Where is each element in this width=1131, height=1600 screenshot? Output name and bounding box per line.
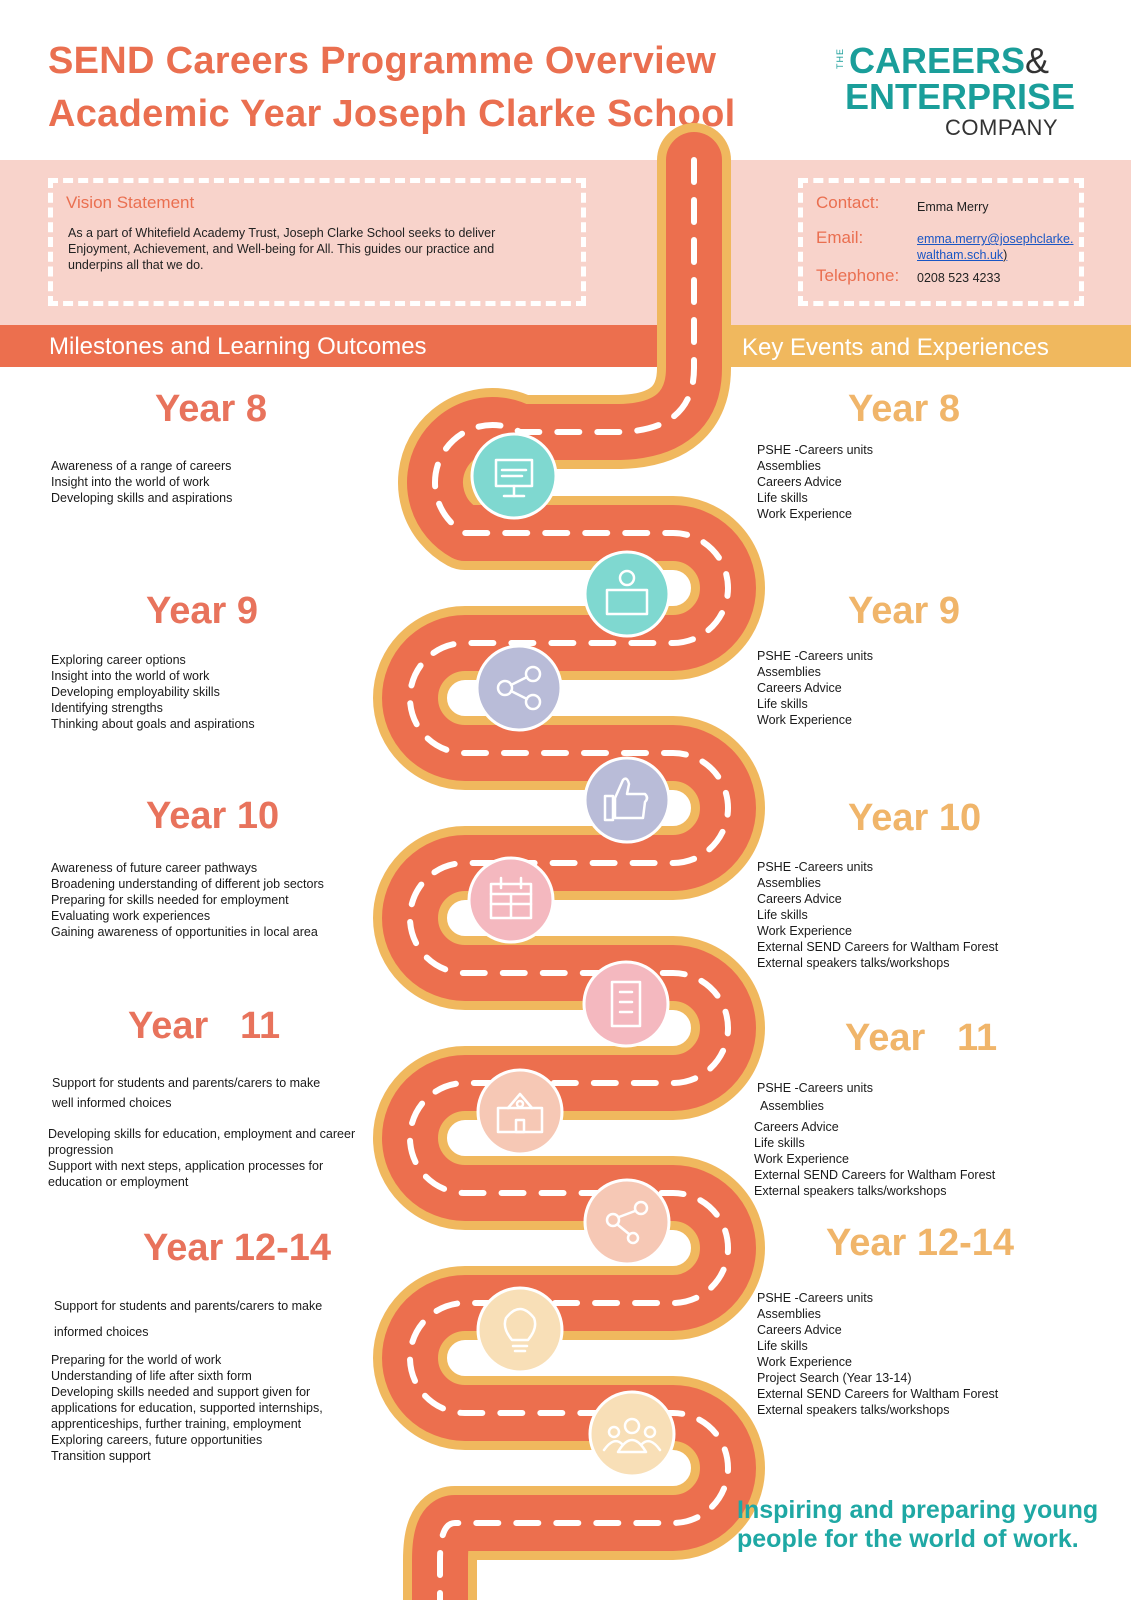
list-item: Insight into the world of work <box>51 669 210 683</box>
school-building-icon <box>478 1070 562 1154</box>
list-item: Assemblies <box>757 459 821 473</box>
list-item: Assemblies <box>757 665 821 679</box>
logo-ampersand: & <box>1025 40 1050 81</box>
event-year-11-heading: Year 11 <box>845 1017 998 1059</box>
list-item: Support with next steps, application processes for education or employment <box>48 1159 324 1189</box>
telephone-number: 0208 523 4233 <box>917 271 1001 285</box>
speaker-podium-icon <box>585 552 669 636</box>
list-item: Support for students and parents/carers to make <box>52 1076 321 1090</box>
list-item: Identifying strengths <box>51 701 163 715</box>
list-item: Careers Advice <box>757 1323 842 1337</box>
event-year-11-list-b <box>754 1119 995 1199</box>
list-item: Assemblies <box>757 1307 821 1321</box>
office-building-icon <box>584 962 668 1046</box>
road-path <box>410 160 728 1600</box>
list-item: Assemblies <box>760 1099 824 1113</box>
list-item: well informed choices <box>52 1096 172 1110</box>
event-year-9-heading: Year 9 <box>848 590 960 632</box>
list-item: Work Experience <box>754 1152 849 1166</box>
list-item: Life skills <box>757 697 808 711</box>
list-item: Project Search (Year 13-14) <box>757 1371 912 1385</box>
lightbulb-icon <box>478 1288 562 1372</box>
list-item: External speakers talks/workshops <box>757 1403 950 1417</box>
milestone-year-11-list-b <box>48 1126 378 1190</box>
list-item: Careers Advice <box>757 892 842 906</box>
list-item: PSHE -Careers units <box>757 649 874 663</box>
calendar-icon <box>469 858 553 942</box>
email-paren: ) <box>1003 248 1008 262</box>
list-item: Awareness of future career pathways <box>51 861 258 875</box>
presentation-board-icon <box>472 434 556 518</box>
milestone-year-10-list <box>51 860 324 940</box>
list-item: PSHE -Careers units <box>757 860 874 874</box>
milestone-year-12-14-heading: Year 12-14 <box>143 1227 332 1269</box>
milestone-year-12-14-list-b <box>51 1352 356 1464</box>
milestones-title: Milestones and Learning Outcomes <box>49 333 427 360</box>
milestone-year-12-14-list-a <box>54 1293 322 1345</box>
event-year-8-heading: Year 8 <box>848 388 960 430</box>
contact-name: Emma Merry <box>917 200 989 214</box>
list-item: External SEND Careers for Waltham Forest <box>757 1387 999 1401</box>
thumbs-up-icon <box>585 758 669 842</box>
list-item: Work Experience <box>757 713 852 727</box>
list-item: Preparing for the world of work <box>51 1353 222 1367</box>
list-item: Life skills <box>757 1339 808 1353</box>
list-item: Careers Advice <box>757 681 842 695</box>
list-item: Developing skills for education, employment and career progression <box>48 1127 356 1157</box>
tagline: Inspiring and preparing young people for the world of work. <box>737 1496 1099 1553</box>
contact-label: Contact: <box>816 193 880 212</box>
event-year-9-list <box>757 648 873 728</box>
list-item: Evaluating work experiences <box>51 909 211 923</box>
logo-company-text: COMPANY <box>945 115 1059 140</box>
list-item: External SEND Careers for Waltham Forest <box>757 940 999 954</box>
vision-title: Vision Statement <box>66 193 195 212</box>
logo-the-text: THE <box>835 48 845 69</box>
list-item: Understanding of life after sixth form <box>51 1369 252 1383</box>
list-item: PSHE -Careers units <box>757 1291 874 1305</box>
event-year-12-14-heading: Year 12-14 <box>826 1222 1015 1264</box>
milestone-year-9-list <box>51 652 255 732</box>
list-item: Careers Advice <box>757 475 842 489</box>
telephone-label: Telephone: <box>816 266 900 285</box>
list-item: PSHE -Careers units <box>757 443 874 457</box>
list-item: Awareness of a range of careers <box>51 459 232 473</box>
milestone-year-8-list <box>51 458 232 506</box>
logo-careers-text: CAREERS <box>849 40 1026 81</box>
email-address[interactable]: emma.merry@josephclarke.waltham.sch.uk <box>917 232 1074 262</box>
event-year-8-list <box>757 442 873 522</box>
list-item: Life skills <box>757 491 808 505</box>
vision-text: As a part of Whitefield Academy Trust, Joseph Clarke School seeks to deliver Enjoyment, Achievement, and Well-being for All. This guides our practice and underpins all that we do. <box>68 226 496 272</box>
list-item: Work Experience <box>757 1355 852 1369</box>
list-item: PSHE -Careers units <box>757 1081 874 1095</box>
list-item: Thinking about goals and aspirations <box>51 717 255 731</box>
list-item: Insight into the world of work <box>51 475 210 489</box>
list-item: Developing skills and aspirations <box>51 491 233 505</box>
list-item: Life skills <box>757 908 808 922</box>
list-item: External SEND Careers for Waltham Forest <box>754 1168 996 1182</box>
logo-enterprise-text: ENTERPRISE <box>845 76 1076 117</box>
list-item: Life skills <box>754 1136 805 1150</box>
list-item: Work Experience <box>757 924 852 938</box>
list-item: Preparing for skills needed for employment <box>51 893 289 907</box>
list-item: Work Experience <box>757 507 852 521</box>
email-label: Email: <box>816 228 864 247</box>
events-title: Key Events and Experiences <box>742 334 1049 361</box>
people-group-icon <box>590 1392 674 1476</box>
milestone-year-9-heading: Year 9 <box>146 590 258 632</box>
list-item: External speakers talks/workshops <box>754 1184 947 1198</box>
list-item: informed choices <box>54 1325 149 1339</box>
list-item: Exploring careers, future opportunities <box>51 1433 263 1447</box>
list-item: Careers Advice <box>754 1120 839 1134</box>
event-year-12-14-list <box>757 1290 998 1418</box>
list-item: Developing skills needed and support given for applications for education, supported internships, apprenticeships, further training, employment <box>51 1385 323 1431</box>
milestone-year-10-heading: Year 10 <box>146 795 280 837</box>
list-item: Gaining awareness of opportunities in local area <box>51 925 318 939</box>
share-network-icon <box>477 646 561 730</box>
list-item: Assemblies <box>757 876 821 890</box>
page-title-line-2: Academic Year Joseph Clarke School <box>48 93 736 135</box>
list-item: Support for students and parents/carers to make <box>54 1299 323 1313</box>
location-pins-icon <box>585 1180 669 1264</box>
list-item: External speakers talks/workshops <box>757 956 950 970</box>
list-item: Exploring career options <box>51 653 186 667</box>
milestone-year-8-heading: Year 8 <box>155 388 267 430</box>
event-year-10-list <box>757 859 998 971</box>
event-year-10-heading: Year 10 <box>848 797 982 839</box>
list-item: Broadening understanding of different job sectors <box>51 877 324 891</box>
milestone-year-11-heading: Year 11 <box>128 1005 281 1047</box>
event-year-11-list-a <box>757 1080 873 1114</box>
page-title-line-1: SEND Careers Programme Overview <box>48 40 717 82</box>
milestone-year-11-list-a <box>52 1075 320 1115</box>
list-item: Developing employability skills <box>51 685 220 699</box>
list-item: Transition support <box>51 1449 151 1463</box>
